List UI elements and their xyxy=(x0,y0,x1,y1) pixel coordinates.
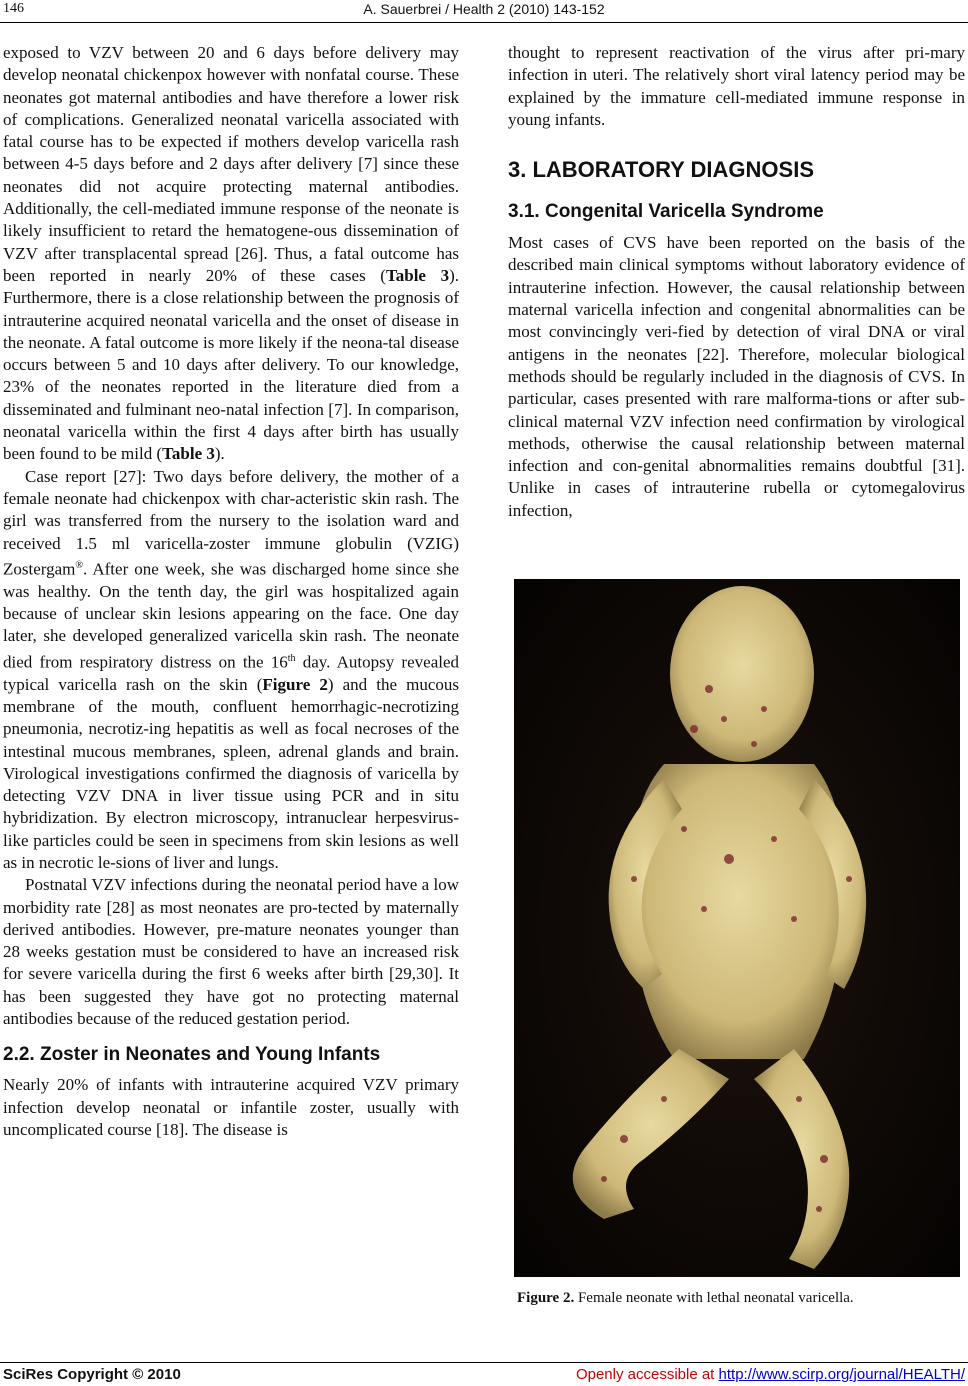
right-column xyxy=(508,42,965,522)
figure-photo xyxy=(514,579,960,1277)
subsection-heading: 3.1. Congenital Varicella Syndrome xyxy=(508,201,824,223)
paragraph: Most cases of CVS have been reported on the basis of the described main clinical symptoms without laboratory evidence of intrauterine infection. However, the causal relationship between maternal varicella infection and congenital abnormalities can be most convincingly veri-fied by detection of viral DNA or viral antigens in the neonates [22]. Therefore, molecular biological methods should be regularly included in the diagnosis of CVS. In particular, cases presented with rare malforma-tions or after sub-clinical maternal VZV infection need confirmation by virological methods, otherwise the causal relationship between maternal infection and con-genital abnormalities remains doubtful [31]. Unlike in cases of intrauterine rubella or cytomegalovirus infection, xyxy=(508,233,965,520)
header-rule xyxy=(0,22,968,23)
running-title: A. Sauerbrei / Health 2 (2010) 143-152 xyxy=(363,1,605,17)
table-ref[interactable]: Table 3 xyxy=(162,444,215,464)
neonate-photo-illustration xyxy=(514,579,960,1277)
page-header xyxy=(0,0,968,22)
figure-ref[interactable]: Figure 2 xyxy=(262,674,328,694)
figure-caption: Figure 2. Female neonate with lethal neonatal varicella. xyxy=(517,1290,854,1306)
paragraph: Nearly 20% of infants with intrauterine acquired VZV primary infection develop neonatal or infantile zoster, usually with uncomplicated course [18]. The disease is xyxy=(3,1075,459,1139)
paragraph: exposed to VZV between 20 and 6 days before delivery may develop neonatal chickenpox however with nonfatal course. These neonates got maternal antibodies and have therefore a lower risk of complications. Generalized neonatal varicella associated with fatal course has to be expected if mothers develop varicella rash between 4-5 days before and 2 days after delivery [7] since these neonates did not acquire protecting maternal antibodies. Additionally, the cell-mediated immune response of the neonate is likely insufficient to retard the hematogene-ous dissemination of VZV after transplacental spread [26]. Thus, a fatal outcome has been reported in nearly 20% of these cases (Table 3). Furthermore, there is a close relationship between the prognosis of intrauterine acquired neonatal varicella and the onset of disease in the neonate. A fatal outcome is more likely if the neona-tal disease occurs between 5 and 10 days after delivery. To our knowledge, 23% of the neonates reported in the literature died from a disseminated and fulminant neo-natal infection [7]. In comparison, neonatal varicella within the first 4 days after birth has usually been found to be mild (Table 3). xyxy=(3,43,459,464)
page-number: 146 xyxy=(3,1,24,16)
paragraph: thought to represent reactivation of the virus after pri-mary infection in uteri. The relatively short viral latency period may be explained by the immature cell-mediated immune response in young infants. xyxy=(508,43,965,129)
paragraph: Postnatal VZV infections during the neonatal period have a low morbidity rate [28] as most neonates are pro-tected by maternally derived antibodies. However, pre-mature neonates younger than 28 weeks gestation must be considered to have an increased risk for severe varicella during the first 6 weeks after birth [29,30]. It has been suggested they have got no protecting maternal antibodies because of the reduced gestation period. xyxy=(3,875,459,1029)
journal-link[interactable]: http://www.scirp.org/journal/HEALTH/ xyxy=(718,1366,965,1383)
footer-rule xyxy=(0,1362,968,1363)
section-heading: 3. LABORATORY DIAGNOSIS xyxy=(508,157,815,183)
subsection-heading: 2.2. Zoster in Neonates and Young Infants xyxy=(3,1044,381,1066)
footer-access: Openly accessible at http://www.scirp.org/journal/HEALTH/ xyxy=(575,1366,965,1383)
footer-copyright: SciRes Copyright © 2010 xyxy=(3,1366,181,1383)
figure-label: Figure 2. xyxy=(517,1290,575,1306)
table-ref[interactable]: Table 3 xyxy=(385,265,450,285)
left-column xyxy=(3,42,459,1141)
case-report-paragraph: Case report [27]: Two days before delivery, the mother of a female neonate had chickenpox with char-acteristic skin rash. The girl was transferred from the nursery to the isolation ward and received 1.5 ml varicella-zoster immune globulin (VZIG) Zostergam®. After one week, she was discharged home since she was healthy. On the tenth day, the girl was hospitalized again because of unclear skin lesions appearing on the face. One day later, she developed generalized varicella skin rash. The neonate died from respiratory distress on the 16th day. Autopsy revealed typical varicella rash on the skin (Figure 2) and the mucous membrane of the mouth, confluent hemorrhagic-necrotizing pneumonia, necrotiz-ing hepatitis as well as focal necroses of the intestinal mucous membranes, spleen, adrenal glands and brain. Virological investigations confirmed the diagnosis of varicella by detecting VZV DNA in liver tissue using PCR and in situ hybridization. By electron microscopy, intranuclear herpesvirus-like particles could be seen in specimens from skin lesions as well as in necrotic le-sions of liver and lungs. xyxy=(3,466,460,872)
